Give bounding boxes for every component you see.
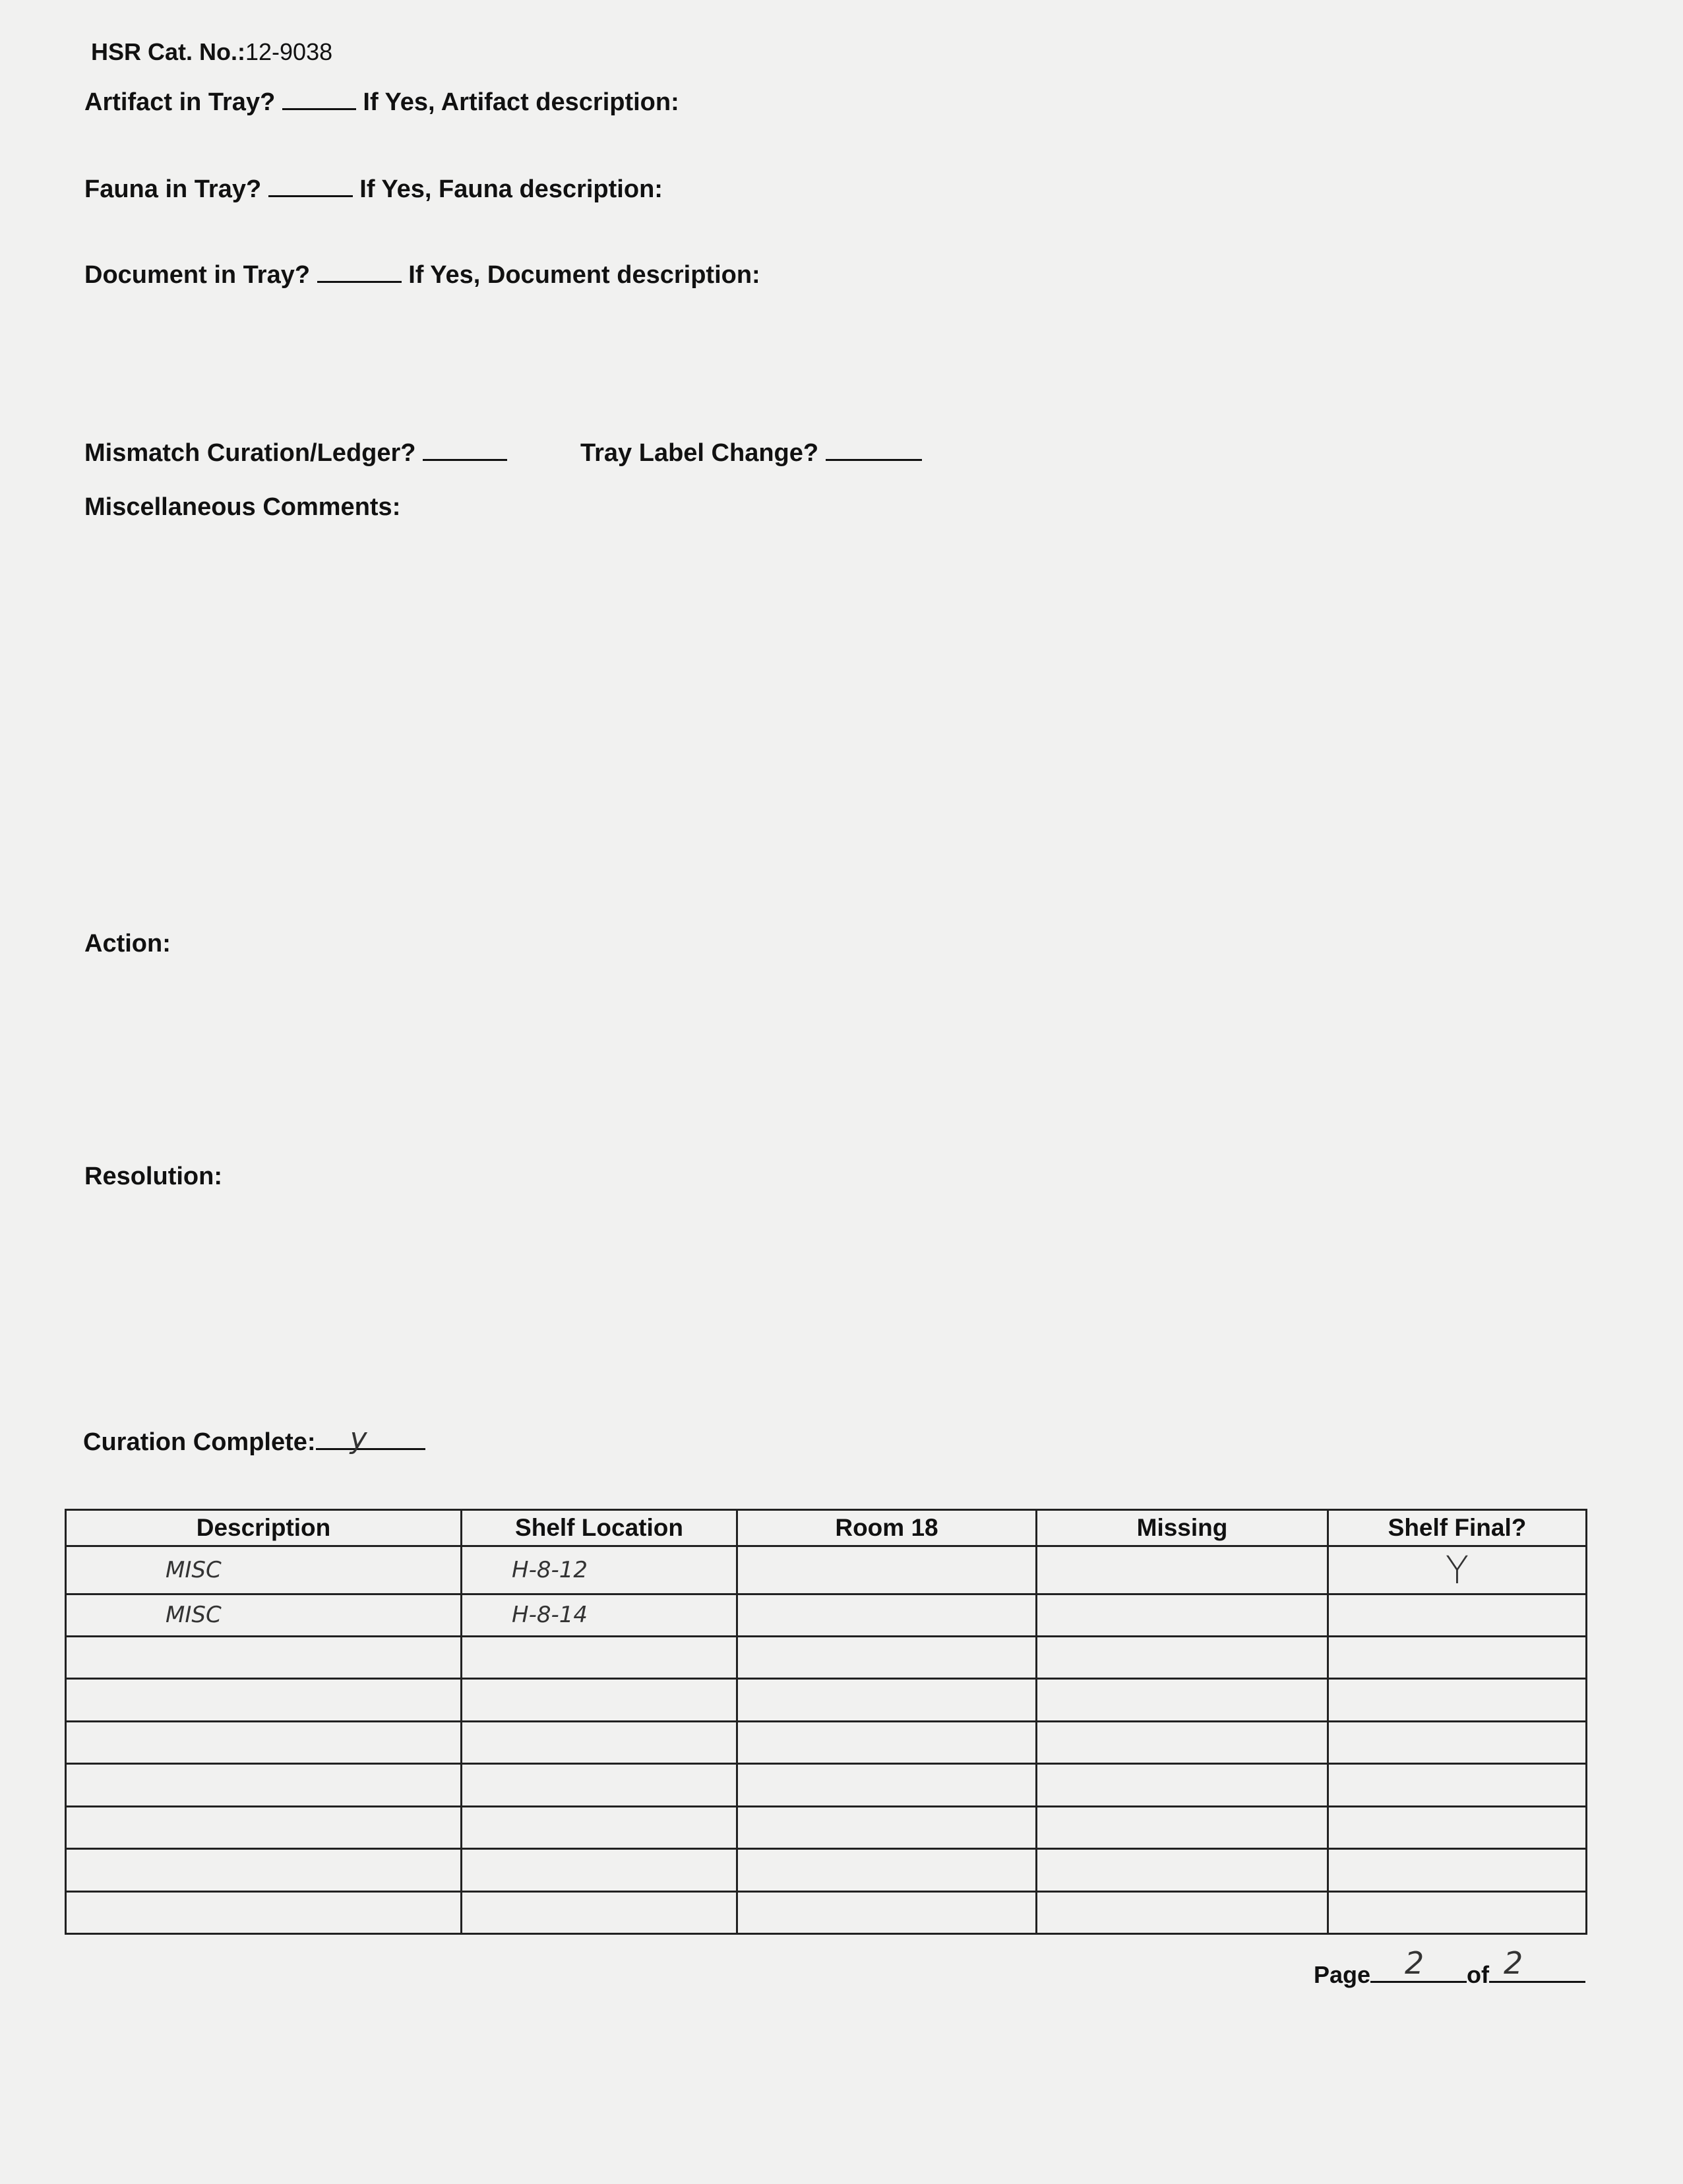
mismatch-label: Mismatch Curation/Ledger? bbox=[84, 439, 416, 467]
table-cell-shelf-final[interactable] bbox=[1328, 1764, 1587, 1806]
table-cell-room-18[interactable] bbox=[737, 1849, 1037, 1891]
table-cell-shelf-location[interactable] bbox=[462, 1891, 737, 1933]
page-number-value: 2 bbox=[1405, 1945, 1424, 1981]
page-label: Page bbox=[1314, 1961, 1371, 1988]
table-row bbox=[66, 1849, 1587, 1891]
page-number-line bbox=[1314, 1945, 1585, 1989]
table-cell-shelf-final[interactable] bbox=[1328, 1637, 1587, 1679]
table-row bbox=[66, 1546, 1587, 1594]
table-cell-shelf-final[interactable] bbox=[1328, 1806, 1587, 1848]
artifact-line bbox=[84, 86, 679, 117]
column-header-shelf-location: Shelf Location bbox=[462, 1510, 737, 1546]
curation-complete-label: Curation Complete: bbox=[83, 1428, 316, 1456]
table-cell-description[interactable] bbox=[66, 1849, 462, 1891]
table-cell-room-18[interactable] bbox=[737, 1806, 1037, 1848]
table-cell-room-18[interactable] bbox=[737, 1679, 1037, 1721]
table-cell-shelf-location[interactable] bbox=[462, 1849, 737, 1891]
column-header-missing: Missing bbox=[1037, 1510, 1328, 1546]
table-cell-description[interactable] bbox=[66, 1891, 462, 1933]
table-cell-room-18[interactable] bbox=[737, 1546, 1037, 1594]
tray-label-change-blank[interactable] bbox=[826, 437, 922, 461]
table-cell-shelf-final[interactable] bbox=[1328, 1721, 1587, 1763]
table-cell-room-18[interactable] bbox=[737, 1891, 1037, 1933]
column-header-description: Description bbox=[66, 1510, 462, 1546]
document-description-label: If Yes, Document description: bbox=[408, 261, 760, 289]
table-cell-missing[interactable] bbox=[1037, 1637, 1328, 1679]
fauna-answer-blank[interactable] bbox=[268, 173, 353, 197]
document-line bbox=[84, 258, 760, 289]
table-row bbox=[66, 1637, 1587, 1679]
table-cell-room-18[interactable] bbox=[737, 1594, 1037, 1636]
artifact-question: Artifact in Tray? bbox=[84, 88, 276, 116]
table-cell-description[interactable] bbox=[66, 1806, 462, 1848]
misc-comments-label: Miscellaneous Comments: bbox=[84, 493, 401, 521]
table-cell-shelf-location[interactable] bbox=[462, 1679, 737, 1721]
table-cell-missing[interactable] bbox=[1037, 1849, 1328, 1891]
table-cell-shelf-location[interactable]: H-8-12 bbox=[462, 1546, 737, 1594]
curation-complete-line bbox=[83, 1422, 425, 1457]
tray-label-change-line bbox=[580, 437, 922, 468]
table-row bbox=[66, 1679, 1587, 1721]
table-cell-missing[interactable] bbox=[1037, 1891, 1328, 1933]
table-cell-shelf-location[interactable] bbox=[462, 1721, 737, 1763]
table-cell-shelf-location[interactable] bbox=[462, 1764, 737, 1806]
artifact-description-label: If Yes, Artifact description: bbox=[363, 88, 679, 116]
table-cell-room-18[interactable] bbox=[737, 1764, 1037, 1806]
table-cell-shelf-location[interactable] bbox=[462, 1637, 737, 1679]
table-cell-shelf-location[interactable] bbox=[462, 1806, 737, 1848]
table-cell-room-18[interactable] bbox=[737, 1721, 1037, 1763]
fauna-line bbox=[84, 173, 663, 204]
table-cell-missing[interactable] bbox=[1037, 1806, 1328, 1848]
catalog-number-value: 12-9038 bbox=[245, 38, 333, 65]
table-cell-shelf-final[interactable] bbox=[1328, 1679, 1587, 1721]
table-cell-description[interactable] bbox=[66, 1721, 462, 1763]
mismatch-answer-blank[interactable] bbox=[423, 437, 507, 461]
table-cell-description[interactable] bbox=[66, 1637, 462, 1679]
fauna-description-label: If Yes, Fauna description: bbox=[359, 175, 663, 203]
table-cell-room-18[interactable] bbox=[737, 1637, 1037, 1679]
table-cell-shelf-location[interactable]: H-8-14 bbox=[462, 1594, 737, 1636]
curation-complete-value: y bbox=[350, 1422, 367, 1455]
of-label: of bbox=[1467, 1961, 1490, 1988]
total-pages-value: 2 bbox=[1504, 1945, 1523, 1981]
action-label: Action: bbox=[84, 930, 171, 957]
page-number-blank[interactable] bbox=[1370, 1945, 1467, 1983]
table-cell-shelf-final[interactable]: Y bbox=[1328, 1546, 1587, 1594]
table-cell-missing[interactable] bbox=[1037, 1721, 1328, 1763]
artifact-answer-blank[interactable] bbox=[282, 86, 356, 110]
shelf-table bbox=[65, 1509, 1587, 1935]
table-cell-description[interactable] bbox=[66, 1764, 462, 1806]
table-cell-description[interactable]: MISC bbox=[66, 1546, 462, 1594]
tray-label-change-label: Tray Label Change? bbox=[580, 439, 819, 467]
table-cell-shelf-final[interactable] bbox=[1328, 1594, 1587, 1636]
column-header-room-18: Room 18 bbox=[737, 1510, 1037, 1546]
table-cell-missing[interactable] bbox=[1037, 1679, 1328, 1721]
table-cell-missing[interactable] bbox=[1037, 1594, 1328, 1636]
table-row bbox=[66, 1764, 1587, 1806]
catalog-number-label: HSR Cat. No.: bbox=[91, 38, 245, 65]
document-question: Document in Tray? bbox=[84, 261, 311, 289]
table-cell-description[interactable]: MISC bbox=[66, 1594, 462, 1636]
mismatch-line bbox=[84, 437, 507, 468]
table-cell-shelf-final[interactable] bbox=[1328, 1849, 1587, 1891]
table-cell-missing[interactable] bbox=[1037, 1546, 1328, 1594]
column-header-shelf-final: Shelf Final? bbox=[1328, 1510, 1587, 1546]
resolution-label: Resolution: bbox=[84, 1163, 222, 1190]
table-row bbox=[66, 1594, 1587, 1636]
table-cell-missing[interactable] bbox=[1037, 1764, 1328, 1806]
table-row bbox=[66, 1891, 1587, 1933]
table-cell-description[interactable] bbox=[66, 1679, 462, 1721]
table-cell-shelf-final[interactable] bbox=[1328, 1891, 1587, 1933]
table-header-row bbox=[66, 1510, 1587, 1546]
curation-complete-blank[interactable] bbox=[316, 1422, 425, 1455]
total-pages-blank[interactable] bbox=[1489, 1945, 1585, 1983]
catalog-number-line bbox=[91, 38, 332, 66]
table-row bbox=[66, 1806, 1587, 1848]
document-answer-blank[interactable] bbox=[317, 258, 402, 283]
table-row bbox=[66, 1721, 1587, 1763]
fauna-question: Fauna in Tray? bbox=[84, 175, 262, 203]
